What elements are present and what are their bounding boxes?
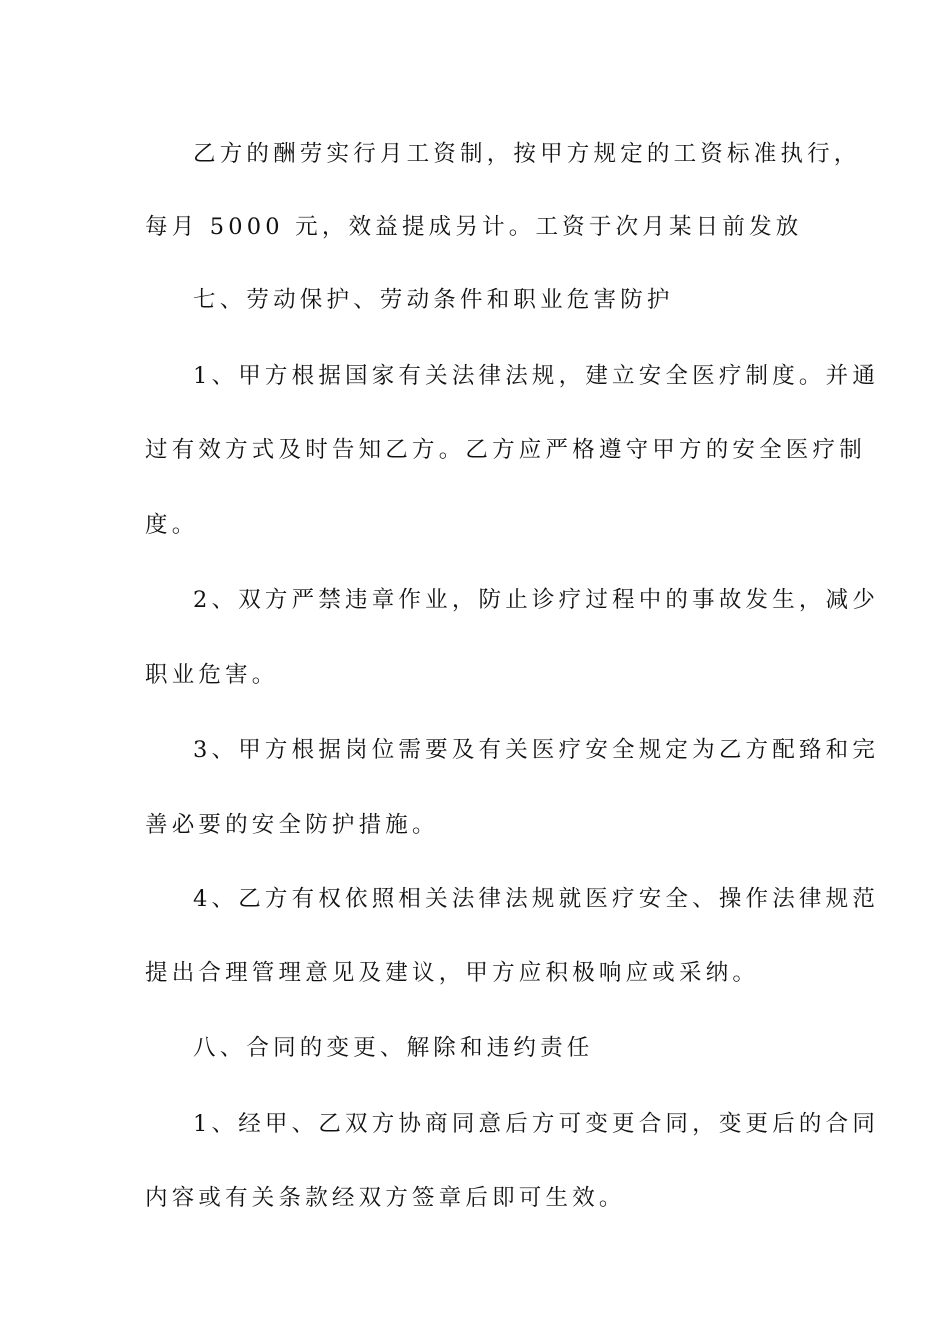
clause-7-1-line-1: 1、甲方根据国家有关法律法规，建立安全医疗制度。并通 xyxy=(193,363,880,389)
paragraph-salary-line-2: 每月 5000 元，效益提成另计。工资于次月某日前发放 xyxy=(145,214,803,240)
clause-8-1-line-1: 1、经甲、乙双方协商同意后方可变更合同，变更后的合同 xyxy=(193,1111,880,1137)
section-heading-7: 七、劳动保护、劳动条件和职业危害防护 xyxy=(193,287,674,313)
clause-7-2-line-2: 职业危害。 xyxy=(145,662,279,688)
clause-7-1-line-3: 度。 xyxy=(145,512,199,538)
paragraph-salary-line-1: 乙方的酬劳实行月工资制，按甲方规定的工资标准执行， xyxy=(193,141,861,167)
clause-8-1-line-2: 内容或有关条款经双方签章后即可生效。 xyxy=(145,1185,626,1211)
clause-7-2-line-1: 2、双方严禁违章作业，防止诊疗过程中的事故发生，减少 xyxy=(193,587,880,613)
section-heading-8: 八、合同的变更、解除和违约责任 xyxy=(193,1035,594,1061)
clause-7-3-line-2: 善必要的安全防护措施。 xyxy=(145,812,439,838)
clause-7-4-line-2: 提出合理管理意见及建议，甲方应积极响应或采纳。 xyxy=(145,960,760,986)
clause-7-3-line-1: 3、甲方根据岗位需要及有关医疗安全规定为乙方配臵和完 xyxy=(193,737,880,763)
clause-7-1-line-2: 过有效方式及时告知乙方。乙方应严格遵守甲方的安全医疗制 xyxy=(145,437,866,463)
clause-7-4-line-1: 4、乙方有权依照相关法律法规就医疗安全、操作法律规范 xyxy=(193,886,880,912)
